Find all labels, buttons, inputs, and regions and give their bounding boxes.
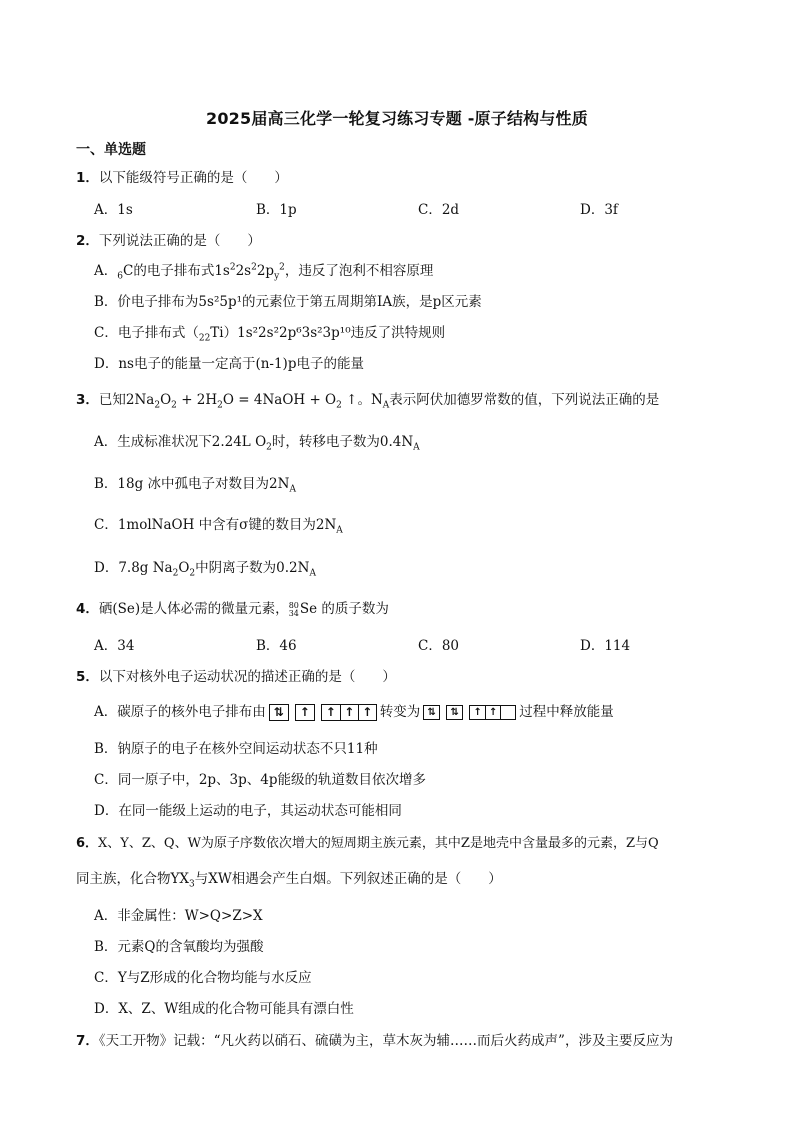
atomic-number: 6: [117, 271, 123, 282]
question-number: 3．: [76, 392, 99, 408]
option-c: C．80: [418, 638, 460, 654]
question-stem: 。N: [357, 392, 383, 408]
option-d: D．3f: [580, 202, 618, 218]
question-number: 5．: [76, 669, 99, 685]
option-label: A．: [94, 263, 118, 279]
question-7: [76, 1029, 673, 1049]
option-a: A．非金属性：W>Q>Z>X: [94, 908, 263, 924]
question-6-continued: 同主族，化合物$YX_3$与XW相遇会产生白烟。下列叙述正确的是（ ）: [76, 871, 502, 890]
question-stem: Se 的质子数为: [299, 601, 389, 617]
question-number: 4．: [76, 601, 99, 617]
option-text: B．18g 冰中孤电子对数目为2N: [94, 476, 290, 492]
question-4: [76, 597, 389, 618]
question-stem: 已知: [98, 392, 126, 408]
question-stem: 同主族，化合物YX: [76, 871, 190, 887]
option-text: 过程中释放能量: [519, 704, 614, 720]
option-text: 转变为: [379, 704, 421, 720]
option-a: A．1s: [94, 202, 133, 218]
option-a: [94, 700, 614, 721]
option-text: Ti）1s²2s²2p⁶3s²3p¹⁰违反了洪特规则: [210, 325, 446, 341]
mass-number: 80: [288, 600, 299, 610]
page-title: 2025届高三化学一轮复习练习专题 -原子结构与性质: [206, 109, 588, 128]
orbital-diagram-1s: ⇅: [423, 705, 440, 720]
option-text: ，违反了泡利不相容原理: [284, 263, 434, 279]
nuclide-notation: [289, 602, 299, 618]
option-b: B．1p: [256, 202, 297, 218]
option-text: C．1molNaOH 中含有σ键的数目为2N: [94, 517, 337, 533]
option-text: 时，转移电子数为0.4N: [271, 434, 414, 450]
atomic-number: 34: [288, 608, 299, 618]
orbital-diagram-2s: ↑: [295, 704, 315, 721]
option-c: C．Y与Z形成的化合物均能与水反应: [94, 970, 312, 986]
option-d: D．X、Z、W组成的化合物可能具有漂白性: [94, 1001, 354, 1017]
question-3: 3．已知$2Na_2O_2 + 2H_2O$ = 4NaOH + $O_2$ ↑。$N_A$表示阿伏加德罗常数的值，下列说法正确的是: [76, 392, 660, 411]
question-number: 1．: [76, 170, 99, 186]
option-b: B．元素Q的含氧酸均为强酸: [94, 939, 264, 955]
option-b: B．钠原子的电子在核外空间运动状态不只11种: [94, 741, 378, 757]
section-heading: 一、单选题: [76, 142, 146, 158]
option-text: 中阴离子数为0.2N: [195, 560, 310, 576]
orbital-diagram-2p: ↑ ↑ ↑: [321, 704, 377, 721]
option-a: A．生成标准状况下2.24L $O_2$时，转移电子数为$0.4N_A$: [94, 434, 420, 453]
question-1: [76, 166, 288, 186]
option-c: C．2d: [418, 202, 460, 218]
option-c: C．1molNaOH 中含有σ键的数目为$2N_A$: [94, 517, 343, 536]
reaction-equation: $2Na_2O_2 + 2H_2O$ = 4NaOH + $O_2$ ↑: [125, 392, 358, 411]
option-a: A．$_6$C的电子排布式$1s^22s^22p_y^2$，违反了泡利不相容原理: [94, 262, 434, 282]
atomic-number: 22: [198, 333, 211, 344]
option-b: B．46: [256, 638, 297, 654]
question-stem: 以下对核外电子运动状况的描述正确的是（ ）: [98, 669, 396, 685]
option-b: B．18g 冰中孤电子对数目为$2N_A$: [94, 476, 296, 495]
question-number: 6．: [76, 836, 99, 851]
option-text: C．电子排布式（: [94, 325, 199, 341]
question-stem: X、Y、Z、Q、W为原子序数依次增大的短周期主族元素，其中Z是地壳中含量最多的元素，Z与Q: [98, 836, 659, 851]
question-stem: 以下能级符号正确的是（ ）: [98, 170, 288, 186]
option-text: D．7.8g Na: [94, 560, 173, 576]
option-b: B．价电子排布为5s²5p¹的元素位于第五周期第ⅠA族，是p区元素: [94, 294, 482, 310]
option-c: C．同一原子中，2p、3p、4p能级的轨道数目依次增多: [94, 772, 427, 788]
option-d: D．114: [580, 638, 631, 654]
question-stem: 《天工开物》记载：“凡火药以硝石、硫磺为主，草木灰为辅……而后火药成声”，涉及主要反应为: [98, 1033, 673, 1049]
question-2: [76, 229, 261, 249]
orbital-diagram-2p: ↑ ↑: [469, 705, 516, 720]
question-stem: 硒(Se)是人体必需的微量元素，: [98, 601, 289, 617]
question-stem: 表示阿伏加德罗常数的值，下列说法正确的是: [389, 392, 660, 408]
option-c: [94, 321, 445, 344]
option-a: A．34: [94, 638, 135, 654]
question-6: [76, 832, 659, 851]
orbital-diagram-2s: ⇅: [446, 705, 463, 720]
option-text: A．碳原子的核外电子排布由: [94, 704, 266, 720]
question-stem: 下列说法正确的是（ ）: [98, 233, 261, 249]
option-d: D．在同一能级上运动的电子，其运动状态可能相同: [94, 803, 402, 819]
option-text: C的电子排布式1s: [122, 263, 230, 279]
orbital-diagram-1s: ⇅: [269, 704, 289, 721]
option-d: D．7.8g $Na_2O_2$中阴离子数为$0.2N_A$: [94, 560, 316, 579]
question-number: 2．: [76, 233, 99, 249]
option-text: A．生成标准状况下2.24L O: [94, 434, 267, 450]
question-number: 7．: [76, 1033, 99, 1049]
option-d: D．ns电子的能量一定高于(n-1)p电子的能量: [94, 356, 364, 372]
question-5: [76, 665, 396, 685]
question-stem: 与XW相遇会产生白烟。下列叙述正确的是（ ）: [194, 871, 502, 887]
